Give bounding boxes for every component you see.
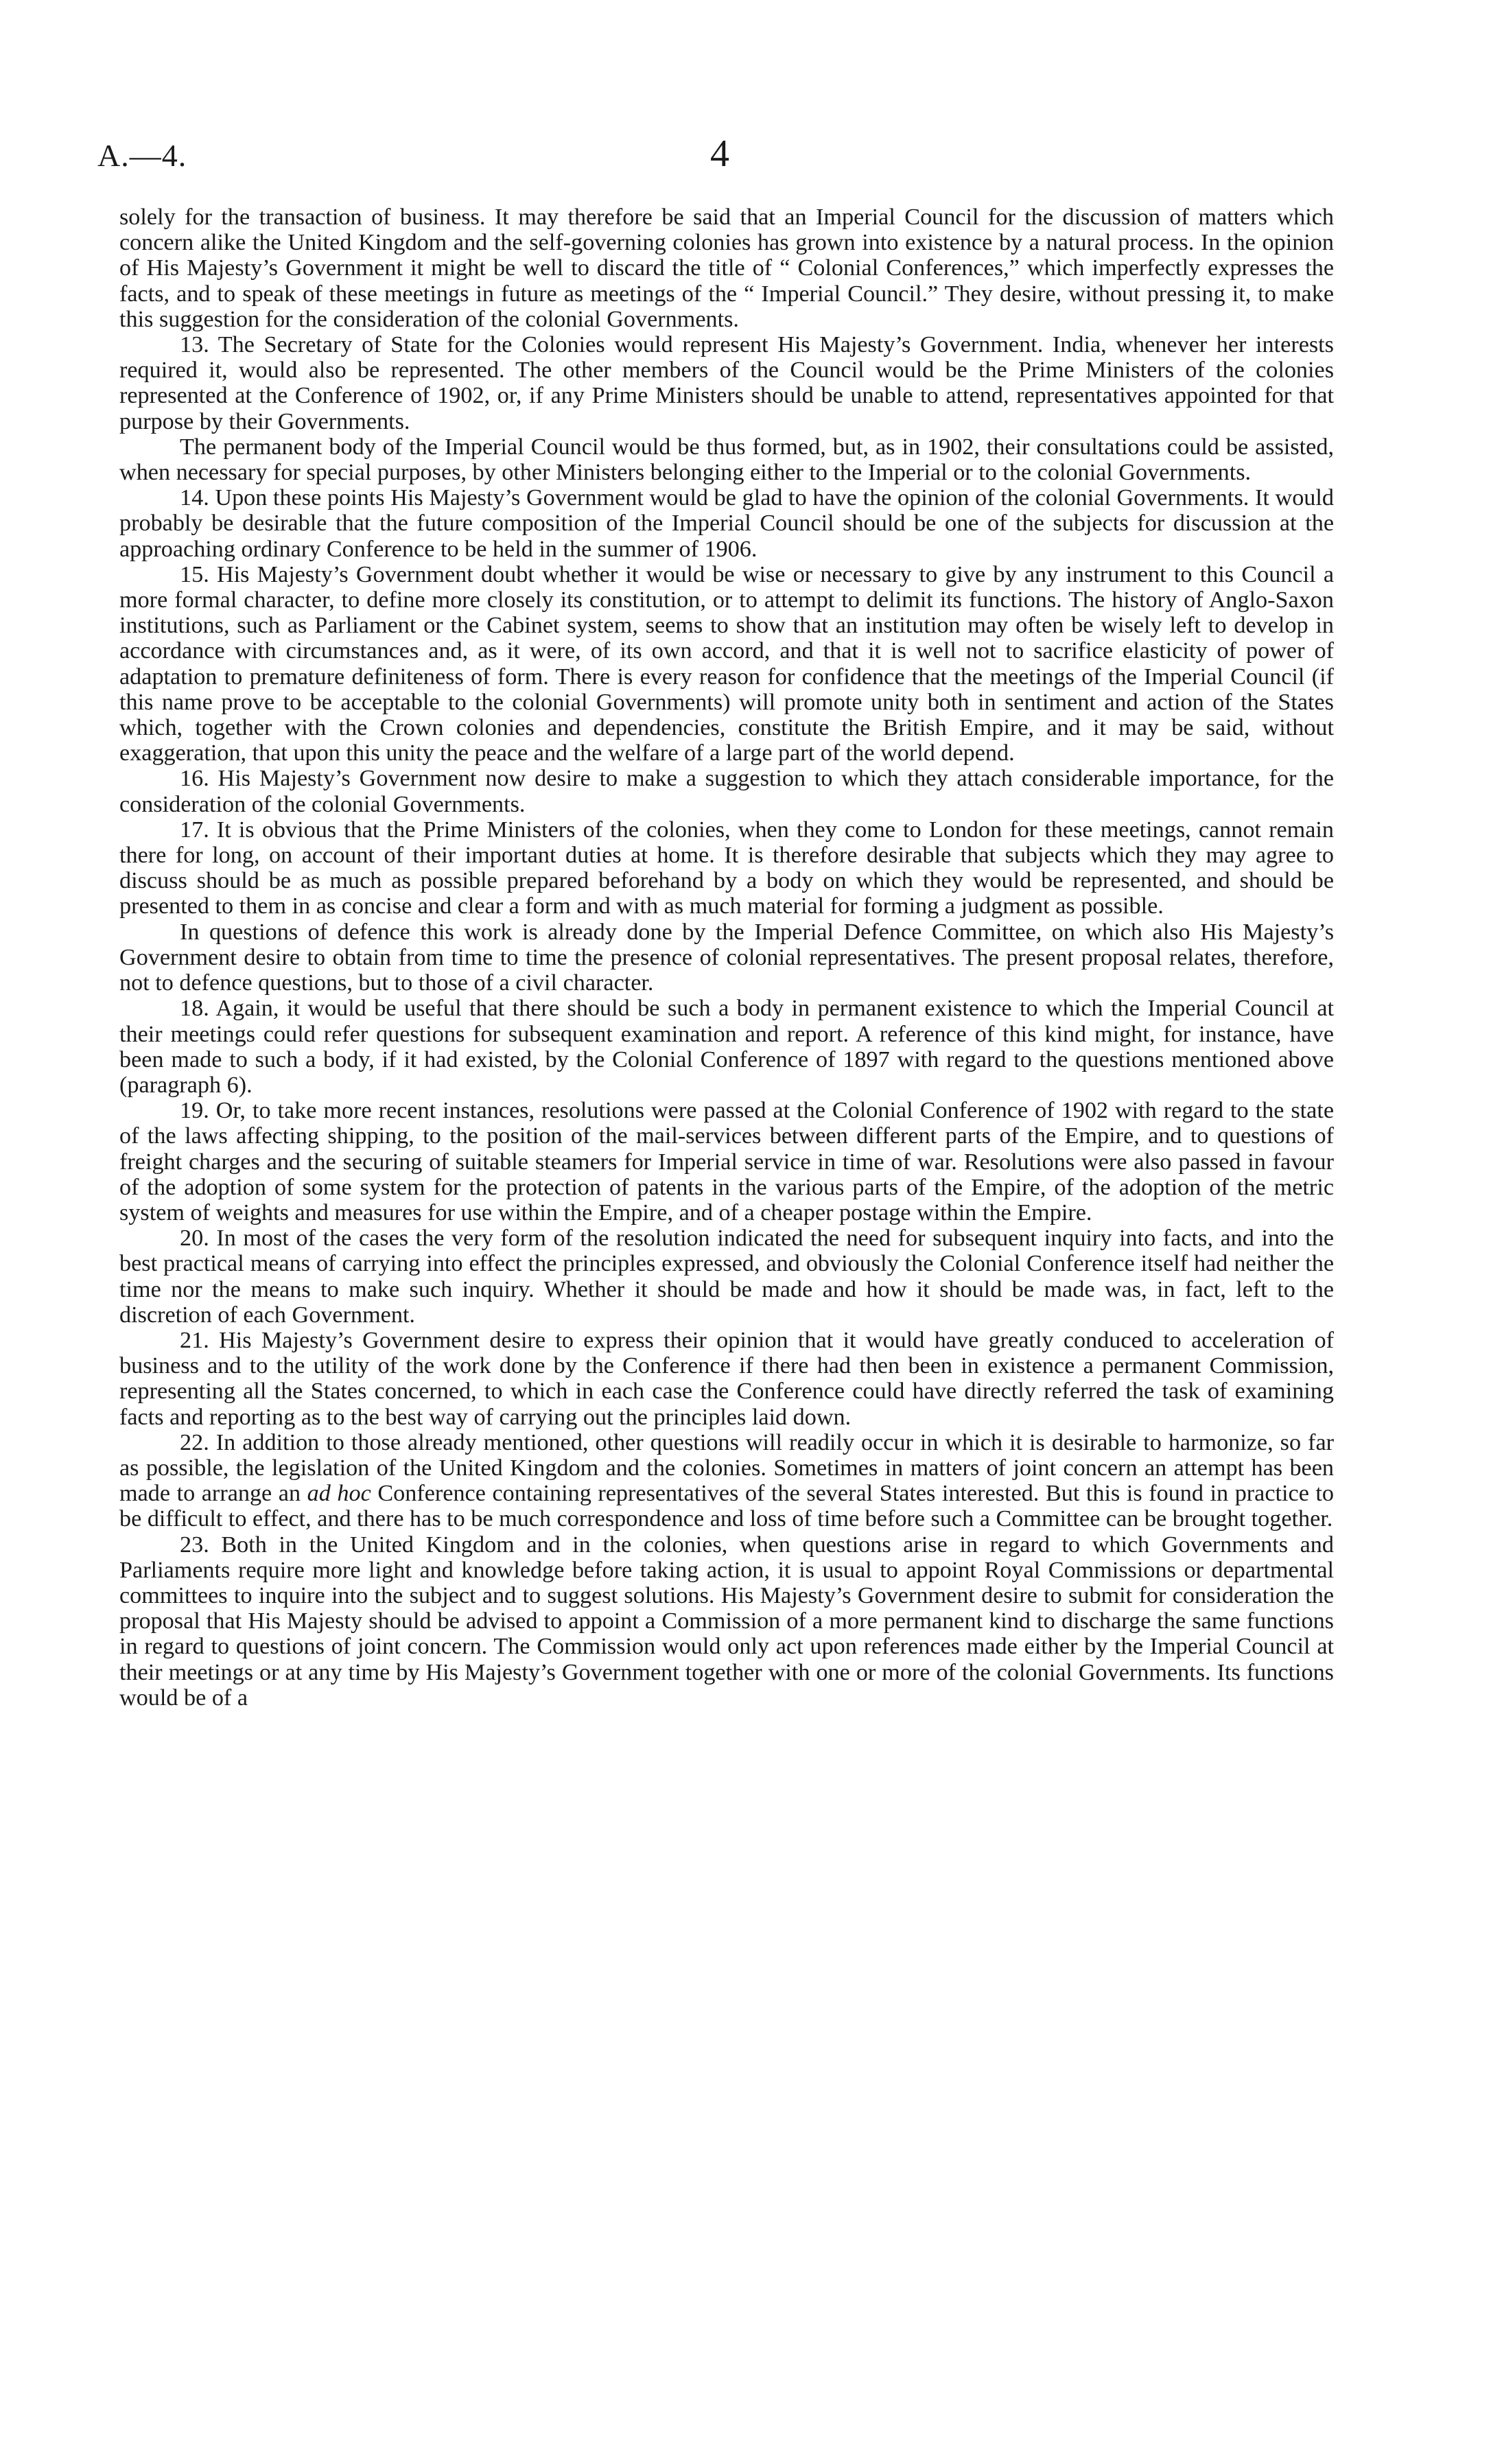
page-number: 4 [710,132,729,175]
paragraph-21: 21. His Majesty’s Government desire to express their opinion that it would have greatly conduced to acceleration of business and to the utility of the work done by the Conference if there had then been in existence a permanent Commission, representing all the States concerned, to which in each case the Conference could have directly referred the task of examining facts and reporting as to the best way of carrying out the principles laid down. [119,1327,1334,1430]
document-reference: A.—4. [97,138,187,173]
paragraph-22-part-2: Conference containing representatives of the several States interested. But this is found in practice to be difficult to effect, and there has to be much correspondence and loss of time before such a Committee can be brought together. [119,1481,1335,1532]
paragraph-22-part-1: 22. In addition to those already mentioned, other questions will readily occur in which it is desirable to harmonize, so far as possible, the legislation of the United Kingdom and the colonies. Sometimes in matters of joint concern an attempt has been made to arrange an [119,1429,1334,1507]
paragraph-17-defence: In questions of defence this work is already done by the Imperial Defence Committee, on which also His Majesty’s Government desire to obtain from time to time the presence of colonial representatives. The present proposal relates, therefore, not to defence questions, but to those of a civil character. [119,919,1334,996]
paragraph-19: 19. Or, to take more recent instances, resolutions were passed at the Colonial Conference of 1902 with regard to the state of the laws affecting shipping, to the position of the mail-services between different parts of the Empire, and to questions of freight charges and the securing of suitable steamers for Imperial service in time of war. Resolutions were also passed in favour of the adoption of some system for the protection of patents in the various parts of the Empire, of the adoption of the metric system of weights and measures for use within the Empire, and of a cheaper postage within the Empire. [119,1098,1334,1225]
paragraph-20: 20. In most of the cases the very form of the resolution indicated the need for subsequent inquiry into facts, and into the best practical means of carrying into effect the principles expressed, and obviously the Colonial Conference itself had neither the time nor the means to make such inquiry. Whether it should be made and how it should be made was, in fact, left to the discretion of each Government. [119,1225,1334,1328]
ad-hoc-italic: ad hoc [307,1481,371,1507]
paragraph-23: 23. Both in the United Kingdom and in the colonies, when questions arise in regard to which Governments and Parliaments require more light and knowledge before taking action, it is usual to appoint Royal Commissions or departmental committees to inquire into the subject and to suggest solutions. His Majesty’s Government desire to submit for consideration the proposal that His Majesty should be advised to appoint a Commission of a more permanent kind to discharge the same functions in regard to questions of joint concern. The Commission would only act upon references made either by the Imperial Council at their meetings or at any time by His Majesty’s Government together with one or more of the colonial Governments. Its functions would be of a [119,1532,1334,1711]
paragraph-13: 13. The Secretary of State for the Colonies would represent His Majesty’s Government. India, whenever her interests required it, would also be represented. The other members of the Council would be the Prime Ministers of the colonies represented at the Conference of 1902, or, if any Prime Ministers should be unable to attend, representatives appointed for that purpose by their Governments. [119,332,1334,434]
body-text [119,204,1334,1711]
paragraph-22 [119,1430,1334,1532]
paragraph-18: 18. Again, it would be useful that there should be such a body in permanent existence to which the Imperial Council at their meetings could refer questions for subsequent examination and report. A reference of this kind might, for instance, have been made to such a body, if it had existed, by the Colonial Conference of 1897 with regard to the questions mentioned above (paragraph 6). [119,996,1334,1098]
paragraph-continuation: solely for the transaction of business. It may therefore be said that an Imperial Council for the discussion of matters which concern alike the United Kingdom and the self-governing colonies has grown into existence by a natural process. In the opinion of His Majesty’s Government it might be well to discard the title of “ Colonial Conferences,” which imperfectly expresses the facts, and to speak of these meetings in future as meetings of the “ Imperial Council.” They desire, without pressing it, to make this suggestion for the consideration of the colonial Governments. [119,204,1334,332]
page-header [97,132,1401,185]
paragraph-17: 17. It is obvious that the Prime Ministers of the colonies, when they come to London for these meetings, cannot remain there for long, on account of their important duties at home. It is therefore desirable that subjects which they may agree to discuss should be as much as possible prepared beforehand by a body on which they would be represented, and should be presented to them in as concise and clear a form and with as much material for forming a judgment as possible. [119,817,1334,919]
paragraph-13-permanent-body: The permanent body of the Imperial Council would be thus formed, but, as in 1902, their consultations could be assisted, when necessary for special purposes, by other Ministers belonging either to the Imperial or to the colonial Governments. [119,434,1334,486]
paragraph-15: 15. His Majesty’s Government doubt whether it would be wise or necessary to give by any instrument to this Council a more formal character, to define more closely its constitution, or to attempt to delimit its functions. The history of Anglo-Saxon institutions, such as Parliament or the Cabinet system, seems to show that an institution may often be wisely left to develop in accordance with circumstances and, as it were, of its own accord, and that it is well not to sacrifice elasticity of power of adaptation to premature definiteness of form. There is every reason for confidence that the meetings of the Imperial Council (if this name prove to be acceptable to the colonial Governments) will promote unity both in sentiment and action of the States which, together with the Crown colonies and dependencies, constitute the British Empire, and it may be said, without exaggeration, that upon this unity the peace and the welfare of a large part of the world depend. [119,561,1334,766]
paragraph-16: 16. His Majesty’s Government now desire to make a suggestion to which they attach considerable importance, for the consideration of the colonial Governments. [119,766,1334,817]
paragraph-14: 14. Upon these points His Majesty’s Government would be glad to have the opinion of the colonial Governments. It would probably be desirable that the future composition of the Imperial Council should be one of the subjects for discussion at the approaching ordinary Conference to be held in the summer of 1906. [119,485,1334,562]
